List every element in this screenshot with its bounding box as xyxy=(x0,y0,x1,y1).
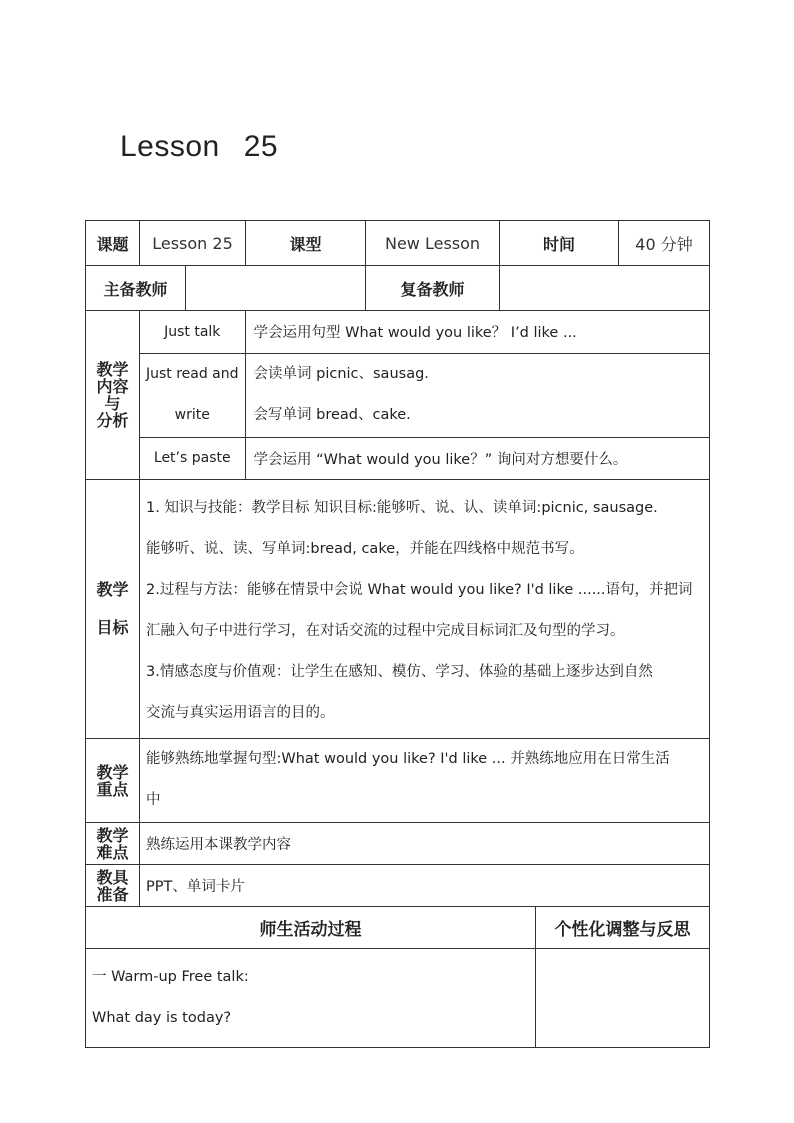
time-value: 40 分钟 xyxy=(619,221,710,266)
difficulties-label xyxy=(86,823,140,865)
main-teacher-value xyxy=(186,266,366,311)
content-label xyxy=(86,311,140,480)
topic-value: Lesson 25 xyxy=(140,221,246,266)
objective-line: 汇融入句子中进行学习，在对话交流的过程中完成目标词汇及句型的学习。 xyxy=(146,623,625,639)
process-content xyxy=(86,949,536,1048)
lets-paste-detail: 学会运用 “What would you like？” 询问对方想要什么。 xyxy=(245,437,709,479)
tools-label-line: 准备 xyxy=(96,884,129,904)
time-label: 时间 xyxy=(500,221,619,266)
key-points-label-line: 教学 xyxy=(96,762,129,782)
objective-line: 2.过程与方法：能够在情景中会说 What would you like? I'd like ......语句，并把词 xyxy=(146,582,693,598)
objective-line: 1. 知识与技能：教学目标 知识目标:能够听、说、认、读单词:picnic, sausage. xyxy=(146,500,658,516)
reflection-content xyxy=(536,949,710,1048)
objective-line: 3.情感态度与价值观：让学生在感知、模仿、学习、体验的基础上逐步达到自然 xyxy=(146,664,653,680)
type-label: 课型 xyxy=(246,221,366,266)
read-write-label-line: Just read and xyxy=(145,366,239,382)
lets-paste-label: Let’s paste xyxy=(140,437,245,479)
just-talk-label: Just talk xyxy=(140,311,245,353)
key-point-line: 中 xyxy=(146,792,161,808)
topic-label: 课题 xyxy=(86,221,140,266)
key-point-line: 能够熟练地掌握句型:What would you like? I'd like ... 并熟练地应用在日常生活 xyxy=(146,751,670,767)
read-write-detail xyxy=(245,353,709,437)
content-label-line: 内容 xyxy=(96,377,129,396)
read-write-label xyxy=(140,353,245,437)
type-value: New Lesson xyxy=(366,221,500,266)
objective-line: 交流与真实运用语言的目的。 xyxy=(146,705,335,721)
key-points-text xyxy=(140,739,710,823)
objectives-text xyxy=(140,480,710,739)
content-label-line: 与 xyxy=(104,394,121,413)
objective-line: 能够听、说、读、写单词:bread, cake，并能在四线格中规范书写。 xyxy=(146,541,584,557)
read-write-label-line: write xyxy=(174,407,210,423)
key-points-label xyxy=(86,739,140,823)
key-points-label-line: 重点 xyxy=(96,779,129,799)
objectives-label-line: 教学 xyxy=(96,580,129,599)
process-line: What day is today? xyxy=(92,1010,232,1026)
process-header: 师生活动过程 xyxy=(86,907,536,949)
tools-label-line: 教具 xyxy=(96,867,129,887)
tools-text: PPT、单词卡片 xyxy=(140,865,710,907)
just-talk-detail: 学会运用句型 What would you like？ I’d like ... xyxy=(245,311,709,353)
review-teacher-label: 复备教师 xyxy=(366,266,500,311)
content-label-line: 教学 xyxy=(96,360,129,379)
read-detail: 会读单词 picnic、sausag. xyxy=(253,366,429,382)
page-title-word: Lesson xyxy=(120,130,220,163)
process-line: 一 Warm-up Free talk: xyxy=(92,969,249,985)
lesson-plan-table xyxy=(85,220,710,1048)
difficulties-label-line: 教学 xyxy=(96,825,129,845)
objectives-label-line: 目标 xyxy=(96,618,129,637)
review-teacher-value xyxy=(500,266,710,311)
objectives-label xyxy=(86,480,140,739)
main-teacher-label: 主备教师 xyxy=(86,266,186,311)
page-title-number: 25 xyxy=(243,130,279,163)
write-detail: 会写单词 bread、cake. xyxy=(253,407,411,423)
tools-label xyxy=(86,865,140,907)
content-rows xyxy=(140,311,709,479)
content-label-line: 分析 xyxy=(96,411,129,430)
difficulties-label-line: 难点 xyxy=(96,842,129,862)
reflection-header: 个性化调整与反思 xyxy=(536,907,710,949)
difficulties-text: 熟练运用本课教学内容 xyxy=(140,823,710,865)
page-title xyxy=(120,130,278,164)
